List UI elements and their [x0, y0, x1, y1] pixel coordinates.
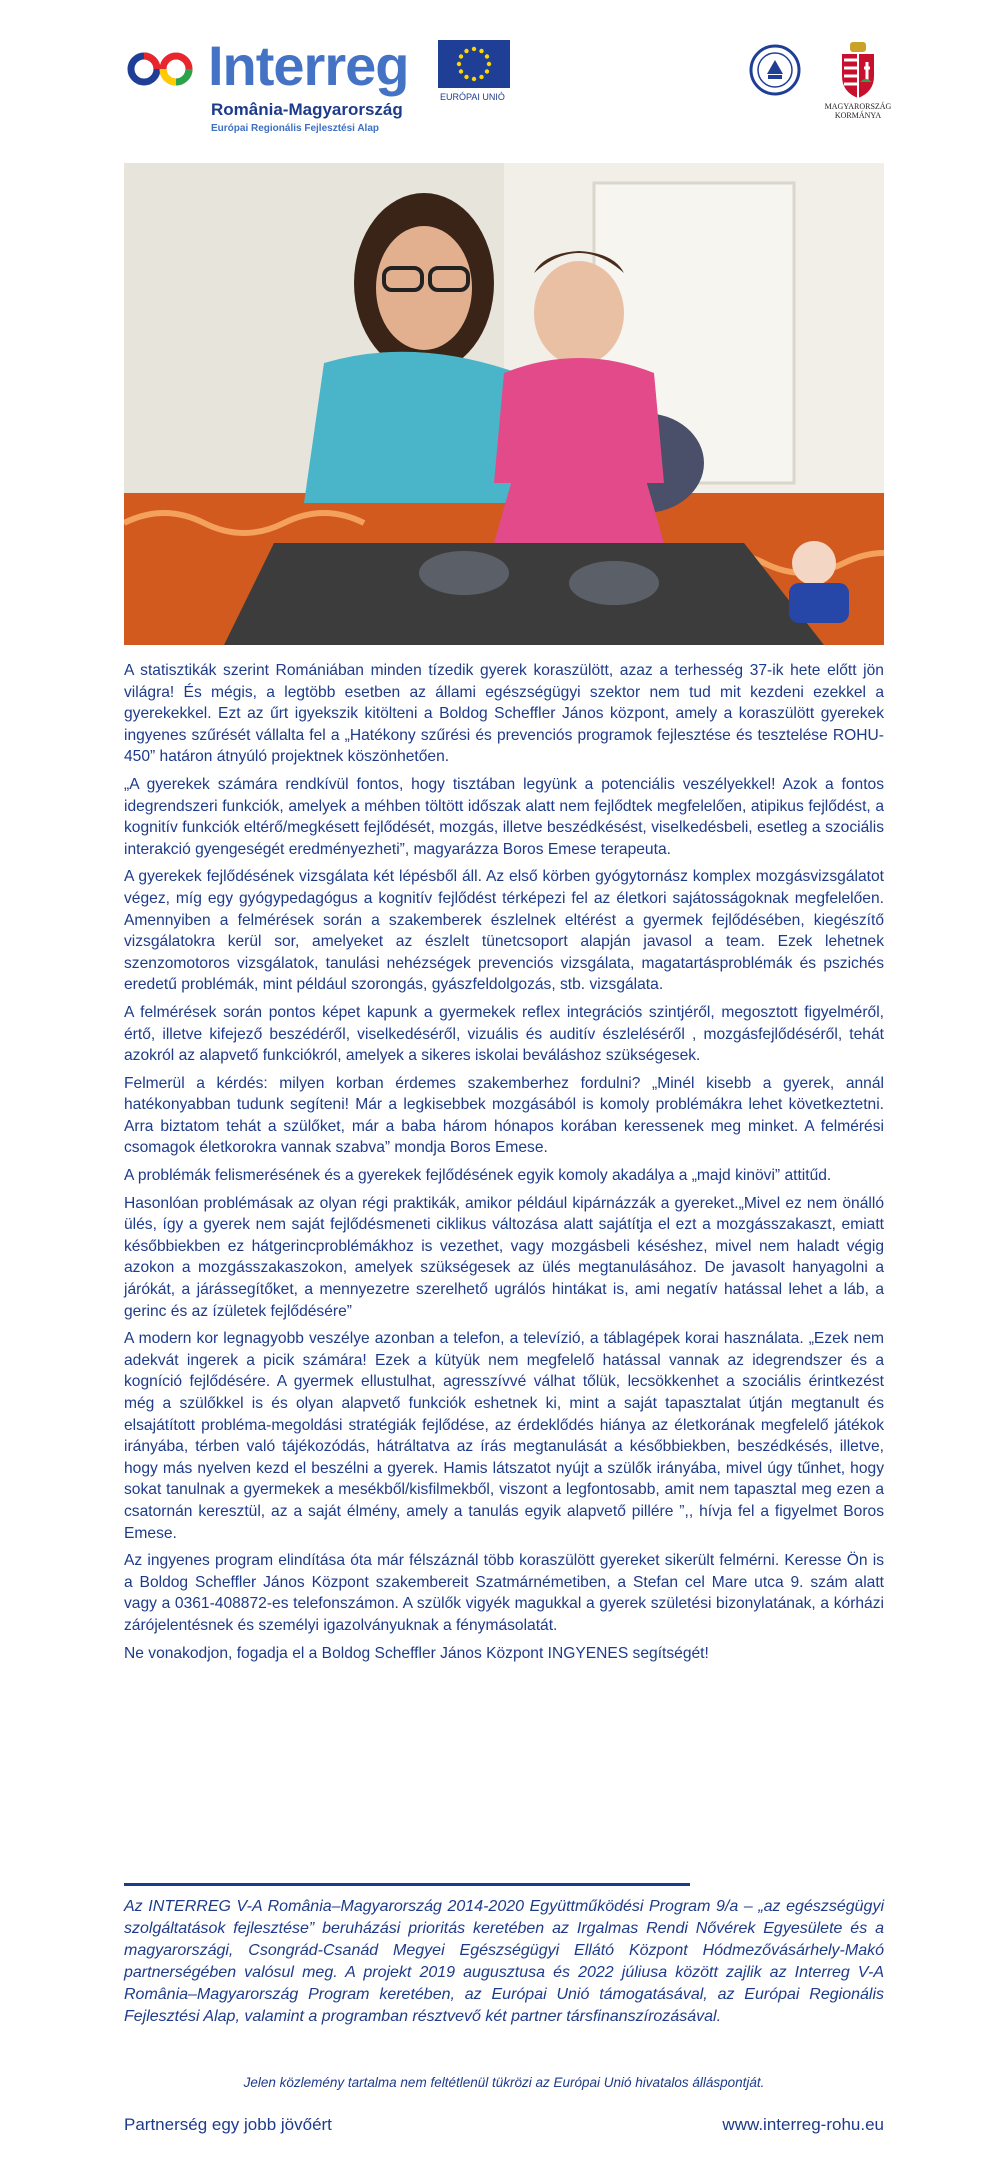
fund-name: Európai Regionális Fejlesztési Alap	[211, 123, 380, 134]
header	[124, 34, 892, 136]
hungary-seal-icon	[749, 44, 801, 96]
paragraph: A modern kor legnagyobb veszélye azonban a telefon, a televízió, a táblagépek korai használata. „Ezek nem adekvát ingerek a picik számára! Ezek a kütyük nem megfelelő hatással vannak az idegrendszer és a kogníció fejlődésére. A gyermek ellustulhat, agresszívvé válhat tőlük, lecsökkenhet a szociális érintkezést még a szülőkkel is és olyan alapvető funkciók eshetnek ki, mint a saját tapasztalat útján megtanult és elsajátított probléma-megoldási stratégiák fejlődése, az érdeklődés hiánya az életkorának megfelelő játékok irányába, térben való tájékozódás, hátráltatva az írás megtanulását a későbbiekben, beszédkésés, illetve, hogy más nyelven kezd el beszélni a gyerek. Hamis látszatot nyújt a szülők irányába, mivel úgy tűnhet, hogy sokat tanulnak a gyermekek a mesékből/kisfilmekből, viszont a legfontosabb, amit nem tapasztal meg ezen a csatornán keresztül, az a saját élmény, amely a tanulás egyik alapvető pillére ”,, hívja fel a figyelmet Boros Emese.	[124, 1330, 884, 1542]
paragraph: „A gyerekek számára rendkívül fontos, hogy tisztában legyünk a potenciális veszélyekkel! Azok a fontos idegrendszeri funkciók, amelyek a méhben töltött időszak alatt nem fejlődtek megfelelően, atipikus fejlődést, a kognitív funkciók eltérő/megkésett fejlődését, mozgás, illetve beszédkésést, viselkedésbeli, esetleg a szociális interakció gyengeségét eredményezheti”, magyarázza Boros Emese terapeuta.	[124, 775, 884, 858]
paragraph: A problémák felismerésének és a gyerekek fejlődésének egyik komoly akadálya a „majd kinövi” attitűd.	[124, 1167, 832, 1185]
divider	[124, 1883, 690, 1886]
interreg-rings-icon	[124, 44, 208, 94]
footer-url-link[interactable]: www.interreg-rohu.eu	[722, 2115, 884, 2134]
article-body	[124, 660, 884, 1670]
paragraph: Hasonlóan problémásak az olyan régi praktikák, amikor például kipárnázzák a gyereket.„Mivel ez nem önálló ülés, így a gyerek nem saját fejlődésmeneti ciklikus változása alatt sajátítja el ezt a mozgásszakaszt, emiatt későbbiekben ez hátgerincproblémákhoz is vezethet, vagy mozgásbeli késéshez, mivel nem haladt végig azokon a mozgásszakaszokon, amelyek szükségesek az ülés megtanulásához. De javasolt hanyagolni a járókát, a járássegítőket, a mennyezetre szerelhető ugrálós hintákat is, ami negatív hatással lehet a láb, a gerinc és az ízületek fejlődésére”	[124, 1194, 884, 1320]
paragraph: Ne vonakodjon, fogadja el a Boldog Scheffler János Központ INGYENES segítségét!	[124, 1644, 709, 1662]
paragraph: Az ingyenes program elindítása óta már félszáznál több koraszülött gyereket sikerült felmérni. Keresse Ön is a Boldog Scheffler János Központ szakembereit Szatmárnémetiben, a Stefan cel Mare utca 9. szám alatt vagy a 0361-408872-es telefonszámon. A szülők vigyék magukkal a gyerek születési bizonylatának, a kórházi zárójelentésnek és személyi igazolványuknak a fénymásolatát.	[124, 1552, 884, 1634]
hungarian-coat-of-arms-icon	[828, 38, 888, 102]
funding-statement: Az INTERREG V-A România–Magyarország 2014-2020 Együttműködési Program 9/a – „az egészségügyi szolgáltatások fejlesztése” beruházási prioritás keretében az Irgalmas Rendi Nővérek Egyesülete és a magyarországi, Csongrád-Csanád Megyei Egészségügyi Ellátó Központ Hódmezővásárhely-Makó partnerségében valósul meg. A projekt 2019 augusztusa és 2022 júliusa között zajlik az Interreg V-A România–Magyarország Program keretében, az Európai Unió támogatásával, az Európai Regionális Fejlesztési Alap, valamint a programban résztvevő két partner társfinanszírozásával.	[124, 1898, 884, 2025]
paragraph: Felmerül a kérdés: milyen korban érdemes szakemberhez fordulni? „Minél kisebb a gyerek, annál hatékonyabban tudunk segíteni! Már a legkisebbek mozgásából is komoly problémákra lehet következtetni. Arra biztatom tehát a szülőket, már a baba három hónapos korában keressenek meg minket. A felmérési csomagok életkorokra vannak szabva” mondja Boros Emese.	[124, 1074, 884, 1157]
government-label: MAGYARORSZÁG KORMÁNYA	[824, 102, 892, 120]
photo-illustration	[124, 163, 884, 645]
paragraph: A felmérések során pontos képet kapunk a gyermekek reflex integrációs szintjéről, megosztott figyelméről, értő, illetve kifejező beszédéről, viselkedéséről, vizuális és auditív észleléséről , mozgásfejlődéséről, tehát azokról az alapvető funkciókról, amelyek a sikeres iskolai beváláshoz szükségesek.	[124, 1003, 884, 1065]
eu-flag-icon	[438, 40, 510, 88]
paragraph: A statisztikák szerint Romániában minden tízedik gyerek koraszülött, azaz a terhesség 37-ik hete előtt jön világra! És mégis, a legtöbb esetben az állami egészségügyi szektor nem tud mit kezdeni ezekkel a gyerekekkel. Ezt az űrt igyekszik kitölteni a Boldog Scheffler János központ, amely a koraszülött gyerekek ingyenes szűrését vállalta fel a „Hatékony szűrési és prevenciós programok fejlesztése és tesztelése ROHU-450” határon átnyúló projektnek köszönhetően.	[124, 662, 884, 766]
paragraph: A gyerekek fejlődésének vizsgálata két lépésből áll. Az első körben gyógytornász komplex mozgásvizsgálatot végez, míg egy gyógypedagógus a kognitív fejlődést térképezi fel az életkori sajátosságoknak megfelelően. Amennyiben a felmérések során a szakemberek észlelnek eltérést a gyermek fejlődésében, kiegészítő vizsgálatokra kerül sor, amelyeket az észlelt tünetcsoport alapján javasol a team. Ezek lehetnek szenzomotoros vizsgálatok, tanulási nehézségek prevenciós vizsgálata, magatartásproblémák és pszichés eredetű problémák, mint például szorongás, gyászfeldolgozás, stb. vizsgálata.	[124, 868, 884, 994]
interreg-logo-word: Interreg	[208, 34, 409, 97]
eu-disclaimer: Jelen közlemény tartalma nem feltétlenül tükrözi az Európai Unió hivatalos álláspontját.	[243, 2075, 765, 2090]
program-name: România-Magyarország	[211, 100, 403, 119]
eu-label: EURÓPAI UNIÓ	[440, 92, 505, 102]
photo-therapist-with-child	[124, 163, 884, 645]
footer-slogan: Partnerség egy jobb jövőért	[124, 2115, 332, 2134]
